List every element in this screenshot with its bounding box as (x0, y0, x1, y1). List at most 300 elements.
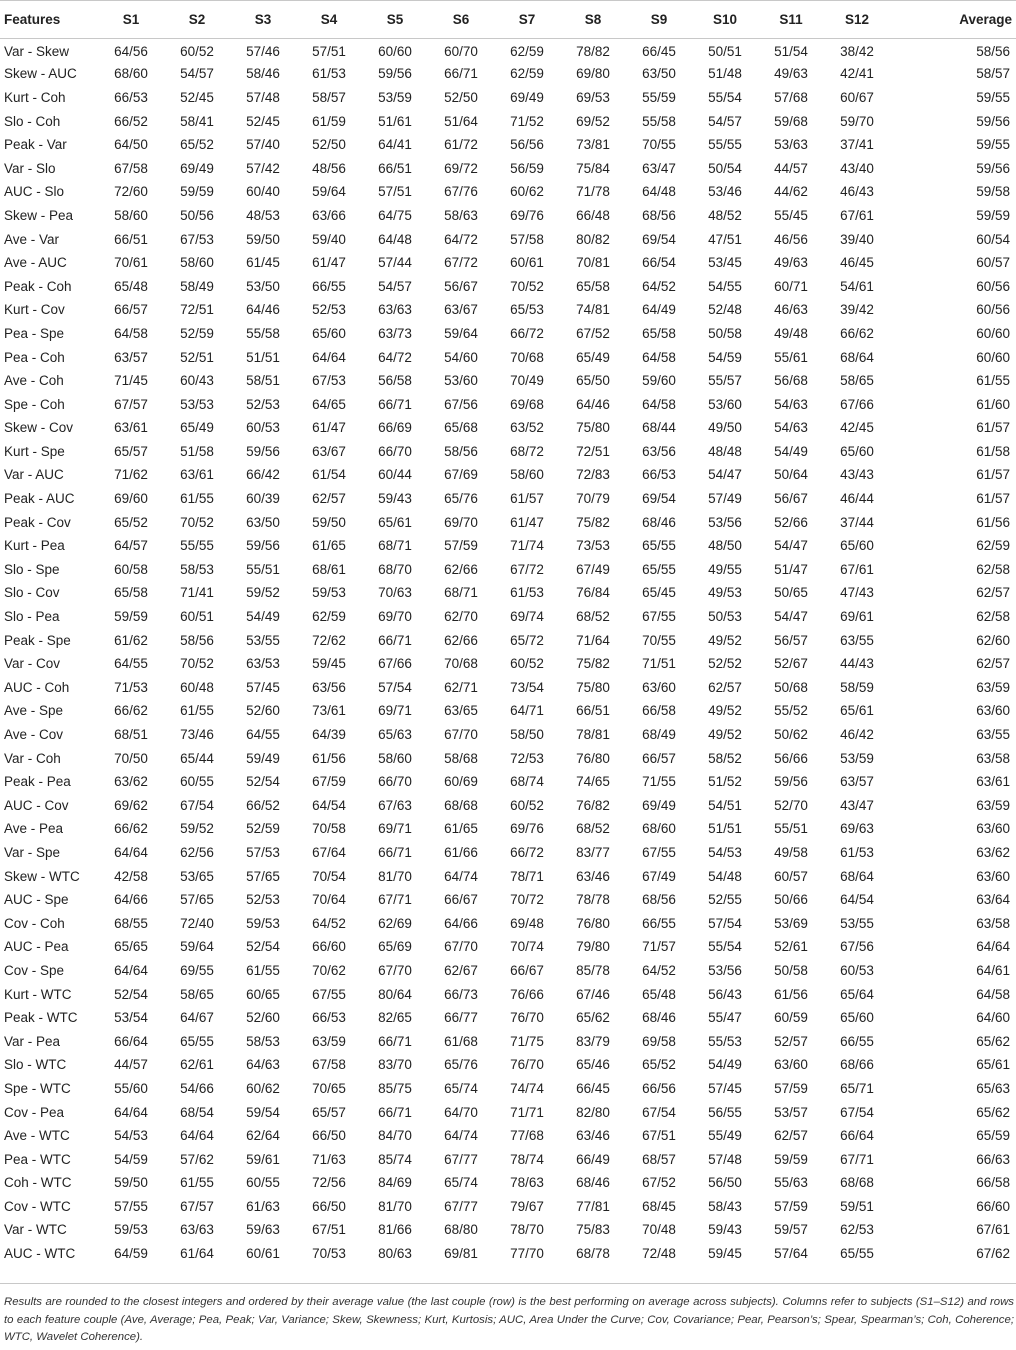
score-cell: 52/55 (708, 892, 742, 908)
score-cell: 57/40 (246, 137, 280, 153)
score-cell: 65/55 (642, 561, 676, 577)
score-cell: 66/52 (246, 797, 280, 813)
table-row (0, 1053, 1016, 1077)
score-cell: 68/49 (642, 727, 676, 743)
score-cell: 61/62 (114, 632, 148, 648)
table-row (0, 628, 1016, 652)
score-cell: 63/73 (378, 325, 412, 341)
score-cell: 68/68 (840, 1175, 874, 1191)
score-cell: 68/46 (576, 1175, 610, 1191)
score-cell: 63/63 (378, 302, 412, 318)
score-cell: 74/74 (510, 1080, 544, 1096)
score-cell: 64/58 (642, 349, 676, 365)
score-cell: 71/63 (312, 1151, 346, 1167)
feature-couple-cell: Var - Slo (4, 160, 56, 176)
table-body (0, 39, 1016, 1266)
score-cell: 75/82 (576, 514, 610, 530)
score-cell: 43/47 (840, 797, 874, 813)
score-cell: 71/78 (576, 184, 610, 200)
score-cell: 58/65 (840, 373, 874, 389)
score-cell: 53/57 (774, 1104, 808, 1120)
score-cell: 55/57 (708, 373, 742, 389)
score-cell: 54/55 (708, 278, 742, 294)
feature-couple-cell: Peak - Var (4, 137, 67, 153)
score-cell: 70/74 (510, 939, 544, 955)
score-cell: 63/57 (114, 349, 148, 365)
score-cell: 65/52 (642, 1057, 676, 1073)
score-cell: 64/50 (114, 137, 148, 153)
feature-couple-cell: Ave - AUC (4, 255, 67, 271)
score-cell: 58/46 (246, 66, 280, 82)
score-cell: 51/64 (444, 113, 478, 129)
score-cell: 53/59 (840, 750, 874, 766)
score-cell: 64/74 (444, 1128, 478, 1144)
score-cell: 66/56 (642, 1080, 676, 1096)
score-cell: 57/58 (510, 231, 544, 247)
score-cell: 70/52 (180, 514, 214, 530)
score-cell: 53/60 (444, 373, 478, 389)
score-cell: 68/66 (840, 1057, 874, 1073)
score-cell: 59/56 (774, 774, 808, 790)
score-cell: 69/68 (510, 396, 544, 412)
score-cell: 42/58 (114, 868, 148, 884)
table-row (0, 935, 1016, 959)
score-cell: 61/55 (976, 373, 1010, 389)
score-cell: 56/67 (774, 491, 808, 507)
score-cell: 44/57 (114, 1057, 148, 1073)
feature-couple-cell: Kurt - Coh (4, 89, 66, 105)
table-row (0, 204, 1016, 228)
score-cell: 65/57 (312, 1104, 346, 1120)
score-cell: 65/48 (642, 986, 676, 1002)
score-cell: 63/59 (312, 1033, 346, 1049)
score-cell: 70/52 (510, 278, 544, 294)
feature-couple-cell: Ave - Var (4, 231, 60, 247)
score-cell: 70/64 (312, 892, 346, 908)
table-row (0, 982, 1016, 1006)
score-cell: 60/43 (180, 373, 214, 389)
score-cell: 58/51 (246, 373, 280, 389)
score-cell: 56/55 (708, 1104, 742, 1120)
feature-couple-cell: Var - Cov (4, 656, 61, 672)
score-cell: 56/67 (444, 278, 478, 294)
score-cell: 62/57 (976, 656, 1010, 672)
score-cell: 65/44 (180, 750, 214, 766)
score-cell: 54/47 (708, 467, 742, 483)
score-cell: 49/52 (708, 703, 742, 719)
score-cell: 66/57 (642, 750, 676, 766)
score-cell: 72/53 (510, 750, 544, 766)
score-cell: 55/45 (774, 207, 808, 223)
score-cell: 52/50 (444, 89, 478, 105)
score-cell: 65/55 (642, 538, 676, 554)
score-cell: 61/57 (976, 491, 1010, 507)
score-cell: 66/49 (576, 1151, 610, 1167)
score-cell: 46/63 (774, 302, 808, 318)
score-cell: 64/67 (180, 1010, 214, 1026)
column-header-s11: S11 (758, 1, 824, 39)
score-cell: 78/82 (576, 44, 610, 60)
table-row (0, 392, 1016, 416)
score-cell: 73/46 (180, 727, 214, 743)
score-cell: 68/55 (114, 915, 148, 931)
score-cell: 66/72 (510, 325, 544, 341)
feature-couple-cell: AUC - Spe (4, 892, 69, 908)
score-cell: 66/62 (840, 325, 874, 341)
score-cell: 66/77 (444, 1010, 478, 1026)
score-cell: 67/54 (642, 1104, 676, 1120)
score-cell: 68/71 (378, 538, 412, 554)
table-row (0, 1124, 1016, 1148)
feature-couple-cell: Coh - WTC (4, 1175, 72, 1191)
score-cell: 65/71 (840, 1080, 874, 1096)
score-cell: 61/53 (840, 844, 874, 860)
feature-couple-cell: AUC - WTC (4, 1246, 76, 1262)
score-cell: 63/61 (976, 774, 1010, 790)
score-cell: 68/61 (312, 561, 346, 577)
score-cell: 65/58 (114, 585, 148, 601)
score-cell: 64/58 (642, 396, 676, 412)
score-cell: 67/57 (180, 1198, 214, 1214)
score-cell: 62/57 (774, 1128, 808, 1144)
score-cell: 55/54 (708, 939, 742, 955)
score-cell: 67/77 (444, 1198, 478, 1214)
score-cell: 59/58 (976, 184, 1010, 200)
score-cell: 54/53 (708, 844, 742, 860)
score-cell: 52/54 (114, 986, 148, 1002)
score-cell: 52/54 (246, 939, 280, 955)
score-cell: 59/43 (708, 1222, 742, 1238)
score-cell: 57/48 (708, 1151, 742, 1167)
score-cell: 63/62 (114, 774, 148, 790)
score-cell: 64/64 (312, 349, 346, 365)
score-cell: 71/52 (510, 113, 544, 129)
score-cell: 68/74 (510, 774, 544, 790)
score-cell: 64/64 (114, 1104, 148, 1120)
table-row (0, 510, 1016, 534)
feature-couple-cell: Slo - Cov (4, 585, 60, 601)
score-cell: 59/45 (708, 1246, 742, 1262)
score-cell: 71/64 (576, 632, 610, 648)
score-cell: 69/72 (444, 160, 478, 176)
score-cell: 50/68 (774, 679, 808, 695)
score-cell: 64/61 (976, 962, 1010, 978)
score-cell: 54/51 (708, 797, 742, 813)
score-cell: 59/43 (378, 491, 412, 507)
feature-couple-cell: Peak - AUC (4, 491, 75, 507)
score-cell: 65/68 (444, 420, 478, 436)
table-header-row (0, 1, 1016, 39)
feature-couple-cell: Ave - Pea (4, 821, 64, 837)
table-row (0, 133, 1016, 157)
feature-couple-cell: Slo - Spe (4, 561, 60, 577)
column-header-s6: S6 (428, 1, 494, 39)
score-cell: 59/59 (114, 609, 148, 625)
score-cell: 61/53 (312, 66, 346, 82)
score-cell: 64/46 (576, 396, 610, 412)
feature-couple-cell: AUC - Pea (4, 939, 69, 955)
score-cell: 63/56 (642, 443, 676, 459)
table-row (0, 39, 1016, 63)
score-cell: 64/52 (642, 278, 676, 294)
score-cell: 65/76 (444, 1057, 478, 1073)
score-cell: 47/51 (708, 231, 742, 247)
feature-couple-cell: Skew - AUC (4, 66, 77, 82)
score-cell: 61/55 (180, 491, 214, 507)
score-cell: 61/55 (180, 703, 214, 719)
feature-couple-cell: Kurt - Cov (4, 302, 65, 318)
score-cell: 78/81 (576, 727, 610, 743)
table-row (0, 676, 1016, 700)
score-cell: 59/68 (774, 113, 808, 129)
score-cell: 66/53 (312, 1010, 346, 1026)
score-cell: 55/54 (708, 89, 742, 105)
score-cell: 69/58 (642, 1033, 676, 1049)
feature-couple-cell: Var - AUC (4, 467, 64, 483)
score-cell: 67/63 (378, 797, 412, 813)
score-cell: 64/52 (312, 915, 346, 931)
score-cell: 84/70 (378, 1128, 412, 1144)
score-cell: 67/72 (444, 255, 478, 271)
score-cell: 50/56 (180, 207, 214, 223)
score-cell: 70/58 (312, 821, 346, 837)
score-cell: 74/65 (576, 774, 610, 790)
score-cell: 53/69 (774, 915, 808, 931)
score-cell: 66/72 (510, 844, 544, 860)
score-cell: 66/70 (378, 443, 412, 459)
score-cell: 49/48 (774, 325, 808, 341)
score-cell: 55/53 (708, 1033, 742, 1049)
column-header-s3: S3 (230, 1, 296, 39)
score-cell: 67/53 (180, 231, 214, 247)
score-cell: 42/45 (840, 420, 874, 436)
score-cell: 67/77 (444, 1151, 478, 1167)
score-cell: 64/65 (312, 396, 346, 412)
score-cell: 64/66 (444, 915, 478, 931)
score-cell: 69/49 (642, 797, 676, 813)
column-header-s8: S8 (560, 1, 626, 39)
score-cell: 66/45 (642, 44, 676, 60)
score-cell: 55/55 (180, 538, 214, 554)
score-cell: 63/66 (312, 207, 346, 223)
score-cell: 67/56 (840, 939, 874, 955)
score-cell: 52/45 (180, 89, 214, 105)
score-cell: 42/41 (840, 66, 874, 82)
score-cell: 63/65 (444, 703, 478, 719)
score-cell: 53/59 (378, 89, 412, 105)
score-cell: 61/63 (246, 1198, 280, 1214)
score-cell: 75/80 (576, 420, 610, 436)
score-cell: 59/56 (246, 538, 280, 554)
score-cell: 65/46 (576, 1057, 610, 1073)
score-cell: 61/47 (510, 514, 544, 530)
table-row (0, 463, 1016, 487)
footer-divider (0, 1283, 1016, 1284)
score-cell: 50/54 (708, 160, 742, 176)
score-cell: 74/81 (576, 302, 610, 318)
score-cell: 66/58 (976, 1175, 1010, 1191)
score-cell: 64/71 (510, 703, 544, 719)
score-cell: 65/76 (444, 491, 478, 507)
score-cell: 61/56 (976, 514, 1010, 530)
score-cell: 70/55 (642, 137, 676, 153)
feature-couple-cell: Var - Coh (4, 750, 61, 766)
score-cell: 43/40 (840, 160, 874, 176)
score-cell: 61/65 (312, 538, 346, 554)
score-cell: 65/45 (642, 585, 676, 601)
table-row (0, 86, 1016, 110)
score-cell: 58/60 (510, 467, 544, 483)
score-cell: 57/64 (774, 1246, 808, 1262)
score-cell: 63/61 (180, 467, 214, 483)
score-cell: 67/72 (510, 561, 544, 577)
score-cell: 60/69 (444, 774, 478, 790)
score-cell: 66/71 (378, 844, 412, 860)
table-row (0, 1218, 1016, 1242)
score-cell: 61/47 (312, 420, 346, 436)
score-cell: 62/59 (312, 609, 346, 625)
score-cell: 64/55 (246, 727, 280, 743)
score-cell: 64/39 (312, 727, 346, 743)
score-cell: 71/75 (510, 1033, 544, 1049)
score-cell: 53/56 (708, 962, 742, 978)
score-cell: 48/56 (312, 160, 346, 176)
table-row (0, 534, 1016, 558)
score-cell: 67/62 (976, 1246, 1010, 1262)
score-cell: 63/60 (774, 1057, 808, 1073)
table-row (0, 723, 1016, 747)
score-cell: 63/60 (976, 703, 1010, 719)
score-cell: 53/55 (246, 632, 280, 648)
score-cell: 52/60 (246, 1010, 280, 1026)
score-cell: 60/44 (378, 467, 412, 483)
score-cell: 71/57 (642, 939, 676, 955)
score-cell: 59/63 (246, 1222, 280, 1238)
feature-couple-cell: Cov - Coh (4, 915, 65, 931)
feature-couple-cell: Kurt - Pea (4, 538, 65, 554)
score-cell: 68/52 (576, 609, 610, 625)
score-cell: 85/74 (378, 1151, 412, 1167)
score-cell: 70/55 (642, 632, 676, 648)
score-cell: 66/53 (642, 467, 676, 483)
score-cell: 65/55 (840, 1246, 874, 1262)
score-cell: 66/50 (312, 1198, 346, 1214)
score-cell: 60/51 (180, 609, 214, 625)
score-cell: 63/46 (576, 868, 610, 884)
score-cell: 68/71 (444, 585, 478, 601)
score-cell: 61/57 (976, 467, 1010, 483)
score-cell: 69/62 (114, 797, 148, 813)
score-cell: 61/55 (246, 962, 280, 978)
score-cell: 70/81 (576, 255, 610, 271)
score-cell: 68/56 (642, 207, 676, 223)
score-cell: 58/53 (246, 1033, 280, 1049)
score-cell: 61/56 (774, 986, 808, 1002)
score-cell: 64/74 (444, 868, 478, 884)
score-cell: 46/56 (774, 231, 808, 247)
score-cell: 71/71 (510, 1104, 544, 1120)
score-cell: 60/60 (976, 325, 1010, 341)
score-cell: 54/60 (444, 349, 478, 365)
score-cell: 44/57 (774, 160, 808, 176)
score-cell: 63/50 (246, 514, 280, 530)
score-cell: 52/53 (246, 892, 280, 908)
score-cell: 65/62 (976, 1104, 1010, 1120)
score-cell: 50/64 (774, 467, 808, 483)
feature-couple-cell: Cov - Pea (4, 1104, 65, 1120)
score-cell: 64/46 (246, 302, 280, 318)
score-cell: 69/63 (840, 821, 874, 837)
score-cell: 64/49 (642, 302, 676, 318)
score-cell: 66/55 (642, 915, 676, 931)
score-cell: 68/64 (840, 868, 874, 884)
score-cell: 57/45 (246, 679, 280, 695)
score-cell: 58/57 (976, 66, 1010, 82)
score-cell: 59/56 (976, 113, 1010, 129)
score-cell: 67/46 (576, 986, 610, 1002)
score-cell: 59/61 (246, 1151, 280, 1167)
score-cell: 69/80 (576, 66, 610, 82)
score-cell: 52/53 (312, 302, 346, 318)
score-cell: 60/40 (246, 184, 280, 200)
score-cell: 71/51 (642, 656, 676, 672)
score-cell: 66/53 (114, 89, 148, 105)
score-cell: 70/52 (180, 656, 214, 672)
score-cell: 57/48 (246, 89, 280, 105)
score-cell: 66/60 (312, 939, 346, 955)
score-cell: 64/59 (114, 1246, 148, 1262)
table-row (0, 298, 1016, 322)
score-cell: 58/63 (444, 207, 478, 223)
score-cell: 59/56 (246, 443, 280, 459)
table-footnote: Results are rounded to the closest integers and ordered by their average value (the last couple (row) is the best performing on average across subjects). Columns refer to subjects (S1–S12) and rows to each feature couple (Ave, Average; Pea, Peak; Var, Variance; Skew, Skewness; Kurt, Kurtosis; AUC, Area Under the Curve; Cov, Covariance; Pear, Pearson’s; Spear, Spearman’s; Coh, Coherence; WTC, Wavelet Coherence). (4, 1296, 1014, 1343)
score-cell: 80/63 (378, 1246, 412, 1262)
score-cell: 73/54 (510, 679, 544, 695)
score-cell: 55/59 (642, 89, 676, 105)
score-cell: 68/80 (444, 1222, 478, 1238)
table-row (0, 156, 1016, 180)
score-cell: 67/59 (312, 774, 346, 790)
score-cell: 59/59 (976, 207, 1010, 223)
score-cell: 76/84 (576, 585, 610, 601)
score-cell: 63/67 (444, 302, 478, 318)
score-cell: 61/58 (976, 443, 1010, 459)
score-cell: 65/49 (576, 349, 610, 365)
score-cell: 51/51 (708, 821, 742, 837)
table-row (0, 911, 1016, 935)
column-header-s4: S4 (296, 1, 362, 39)
score-cell: 66/62 (114, 821, 148, 837)
score-cell: 67/55 (312, 986, 346, 1002)
score-cell: 52/45 (246, 113, 280, 129)
score-cell: 60/61 (246, 1246, 280, 1262)
score-cell: 64/57 (114, 538, 148, 554)
table-row (0, 251, 1016, 275)
column-header-s9: S9 (626, 1, 692, 39)
score-cell: 54/49 (246, 609, 280, 625)
score-cell: 64/58 (976, 986, 1010, 1002)
score-cell: 55/58 (642, 113, 676, 129)
score-cell: 67/55 (642, 844, 676, 860)
score-cell: 54/59 (708, 349, 742, 365)
score-cell: 65/65 (114, 939, 148, 955)
score-cell: 60/57 (976, 255, 1010, 271)
score-cell: 58/60 (378, 750, 412, 766)
score-cell: 61/59 (312, 113, 346, 129)
score-cell: 64/75 (378, 207, 412, 223)
feature-couple-cell: Peak - Cov (4, 514, 71, 530)
score-cell: 55/47 (708, 1010, 742, 1026)
